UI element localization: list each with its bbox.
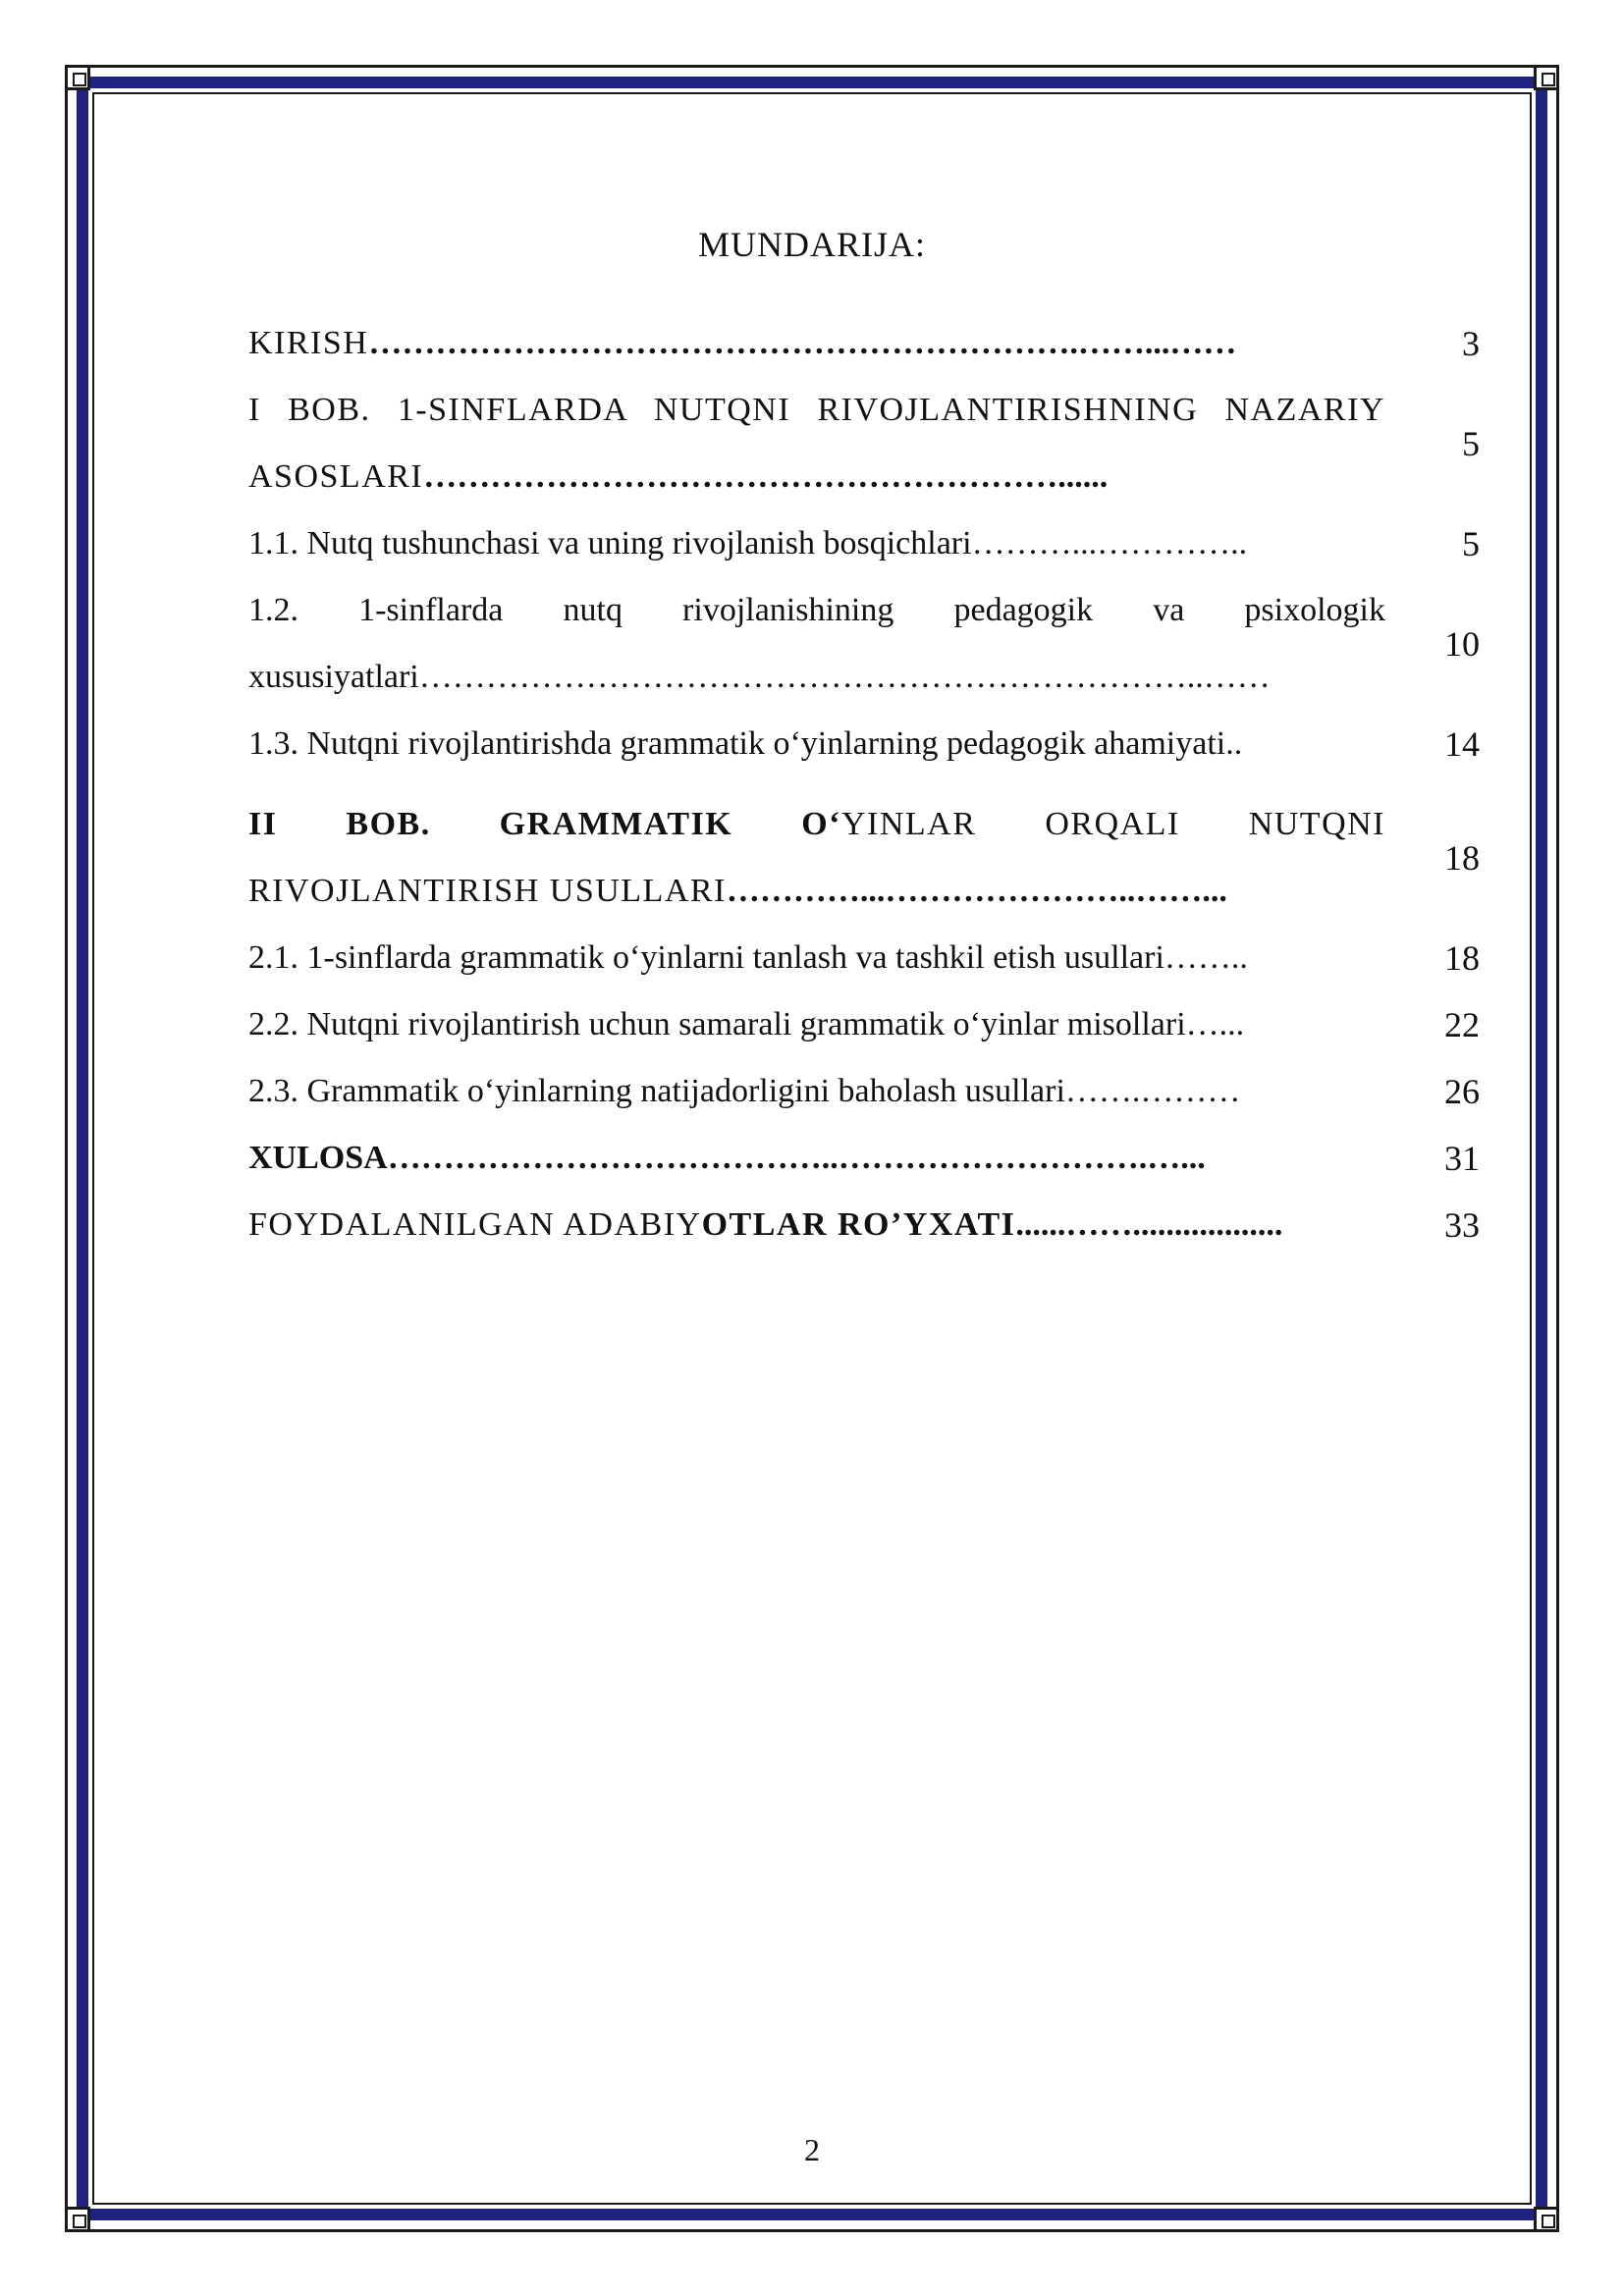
toc-page-number: 3 [1462, 324, 1480, 363]
toc-page-number: 5 [1462, 424, 1480, 463]
toc-entry-section-1-1[interactable] [248, 510, 1480, 577]
toc-page-number: 14 [1444, 724, 1480, 764]
toc-entry-label: FOYDALANILGAN ADABIYOTLAR RO’YXATI......…….................. [248, 1206, 1283, 1243]
corner-ornament-top-left [65, 65, 90, 90]
toc-page-number: 5 [1462, 524, 1480, 563]
corner-ornament-top-right [1534, 65, 1559, 90]
toc-entry-label: I BOB. 1-SINFLARDA NUTQNI RIVOJLANTIRISHNING NAZARIY ASOSLARI…………………………………………………...... [248, 392, 1385, 495]
toc-page-number: 22 [1444, 1005, 1480, 1044]
toc-entry-label: 2.3. Grammatik o‘yinlarning natijadorligini baholash usullari…….……… [248, 1073, 1241, 1109]
toc-page-number: 18 [1444, 938, 1480, 978]
toc-entry-section-2-2[interactable] [248, 991, 1480, 1058]
table-of-contents [248, 310, 1480, 1258]
toc-entry-label: XULOSA…………………………………..……………………….…... [248, 1140, 1206, 1176]
toc-entry-chapter-2[interactable] [248, 791, 1480, 925]
toc-entry-chapter-1[interactable] [248, 377, 1480, 510]
toc-entry-label: 2.2. Nutqni rivojlantirish uchun samarali grammatik o‘yinlar misollari…... [248, 1006, 1245, 1042]
toc-entry-label: KIRISH……………………………………………………….……...…… [248, 325, 1237, 361]
toc-entry-label: 1.2. 1-sinflarda nutq rivojlanishining pedagogik va psixologik xususiyatlari……………………………………………………………..…… [248, 592, 1385, 695]
page-number: 2 [804, 2132, 820, 2167]
toc-page-number: 18 [1444, 838, 1480, 878]
toc-entry-label: 1.3. Nutqni rivojlantirishda grammatik o‘yinlarning pedagogik ahamiyati.. [248, 725, 1243, 762]
toc-entry-label: 1.1. Nutq tushunchasi va uning rivojlanish bosqichlari………...………….. [248, 525, 1248, 561]
page-title: MUNDARIJA: [697, 225, 926, 264]
toc-page-number: 33 [1444, 1205, 1480, 1245]
toc-entry-section-1-2[interactable] [248, 577, 1480, 711]
toc-entry-xulosa[interactable] [248, 1125, 1480, 1192]
corner-ornament-bottom-left [65, 2207, 90, 2232]
toc-entry-references[interactable] [248, 1192, 1480, 1258]
toc-entry-section-2-1[interactable] [248, 925, 1480, 991]
toc-page-number: 10 [1444, 624, 1480, 664]
toc-page-number: 31 [1444, 1139, 1480, 1178]
toc-entry-section-2-3[interactable] [248, 1058, 1480, 1125]
toc-entry-label: 2.1. 1-sinflarda grammatik o‘yinlarni tanlash va tashkil etish usullari…….. [248, 939, 1248, 976]
toc-page-number: 26 [1444, 1072, 1480, 1111]
toc-entry-kirish[interactable] [248, 310, 1480, 377]
toc-entry-section-1-3[interactable] [248, 711, 1480, 777]
toc-entry-label: II BOB. GRAMMATIK O‘YINLAR ORQALI NUTQNI RIVOJLANTIRISH USULLARI…………...…………………..……... [248, 806, 1385, 909]
corner-ornament-bottom-right [1534, 2207, 1559, 2232]
